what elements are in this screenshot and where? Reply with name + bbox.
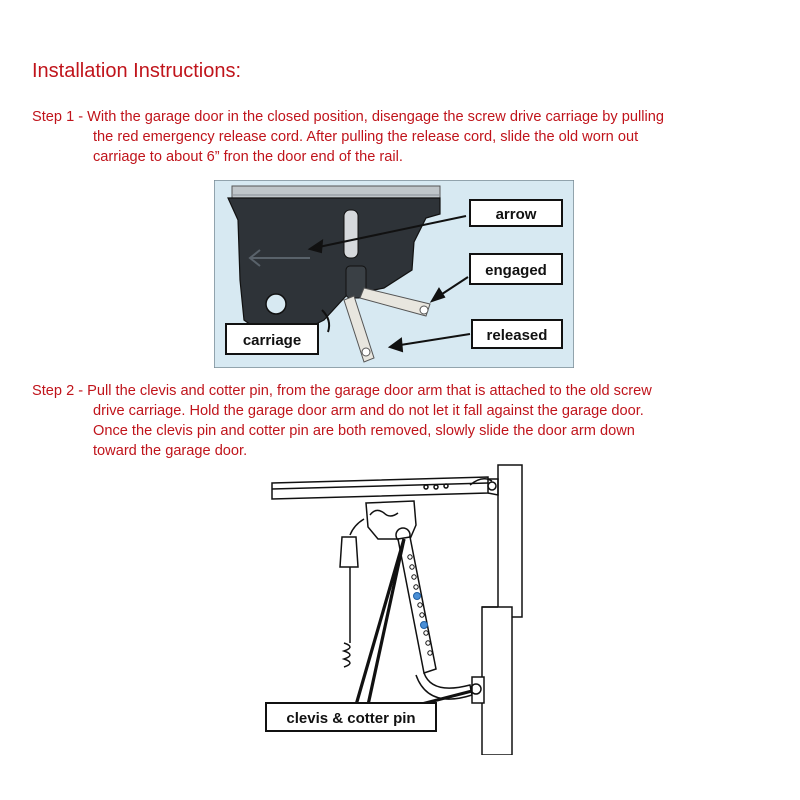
step-2-lead: Step 2 - Pull the clevis and cotter pin, from the garage door arm that is attached to the old screw [32, 383, 652, 399]
step-2-line: Once the clevis pin and cotter pin are both removed, slowly slide the door arm down [93, 423, 635, 439]
carriage-illustration [214, 180, 574, 368]
callout-clevis-label: clevis & cotter pin [286, 710, 416, 727]
callout-carriage [226, 324, 318, 354]
door-arm-figure [260, 455, 550, 755]
callout-engaged [470, 254, 562, 284]
callout-arrow [470, 200, 562, 226]
step-2-line: drive carriage. Hold the garage door arm and do not let it fall against the garage door. [93, 403, 644, 419]
step-1-text [32, 107, 772, 167]
callout-engaged-label: engaged [485, 262, 547, 279]
callout-released [472, 320, 562, 348]
step-1-lead: Step 1 - With the garage door in the closed position, disengage the screw drive carriage by pulling [32, 109, 664, 125]
callout-clevis-cotter-pin [266, 703, 436, 731]
step-2-text [32, 381, 772, 461]
page-title: Installation Instructions: [32, 60, 241, 82]
callout-carriage-label: carriage [242, 332, 302, 349]
door-arm-illustration [260, 455, 550, 755]
callout-arrow-label: arrow [495, 206, 537, 223]
callout-released-label: released [486, 327, 548, 344]
step-2-line: toward the garage door. [93, 443, 248, 459]
carriage-figure [214, 180, 574, 368]
step-1-line: the red emergency release cord. After pulling the release cord, slide the old worn out [93, 129, 639, 145]
step-1-line: carriage to about 6” fron the door end of the rail. [93, 149, 403, 165]
